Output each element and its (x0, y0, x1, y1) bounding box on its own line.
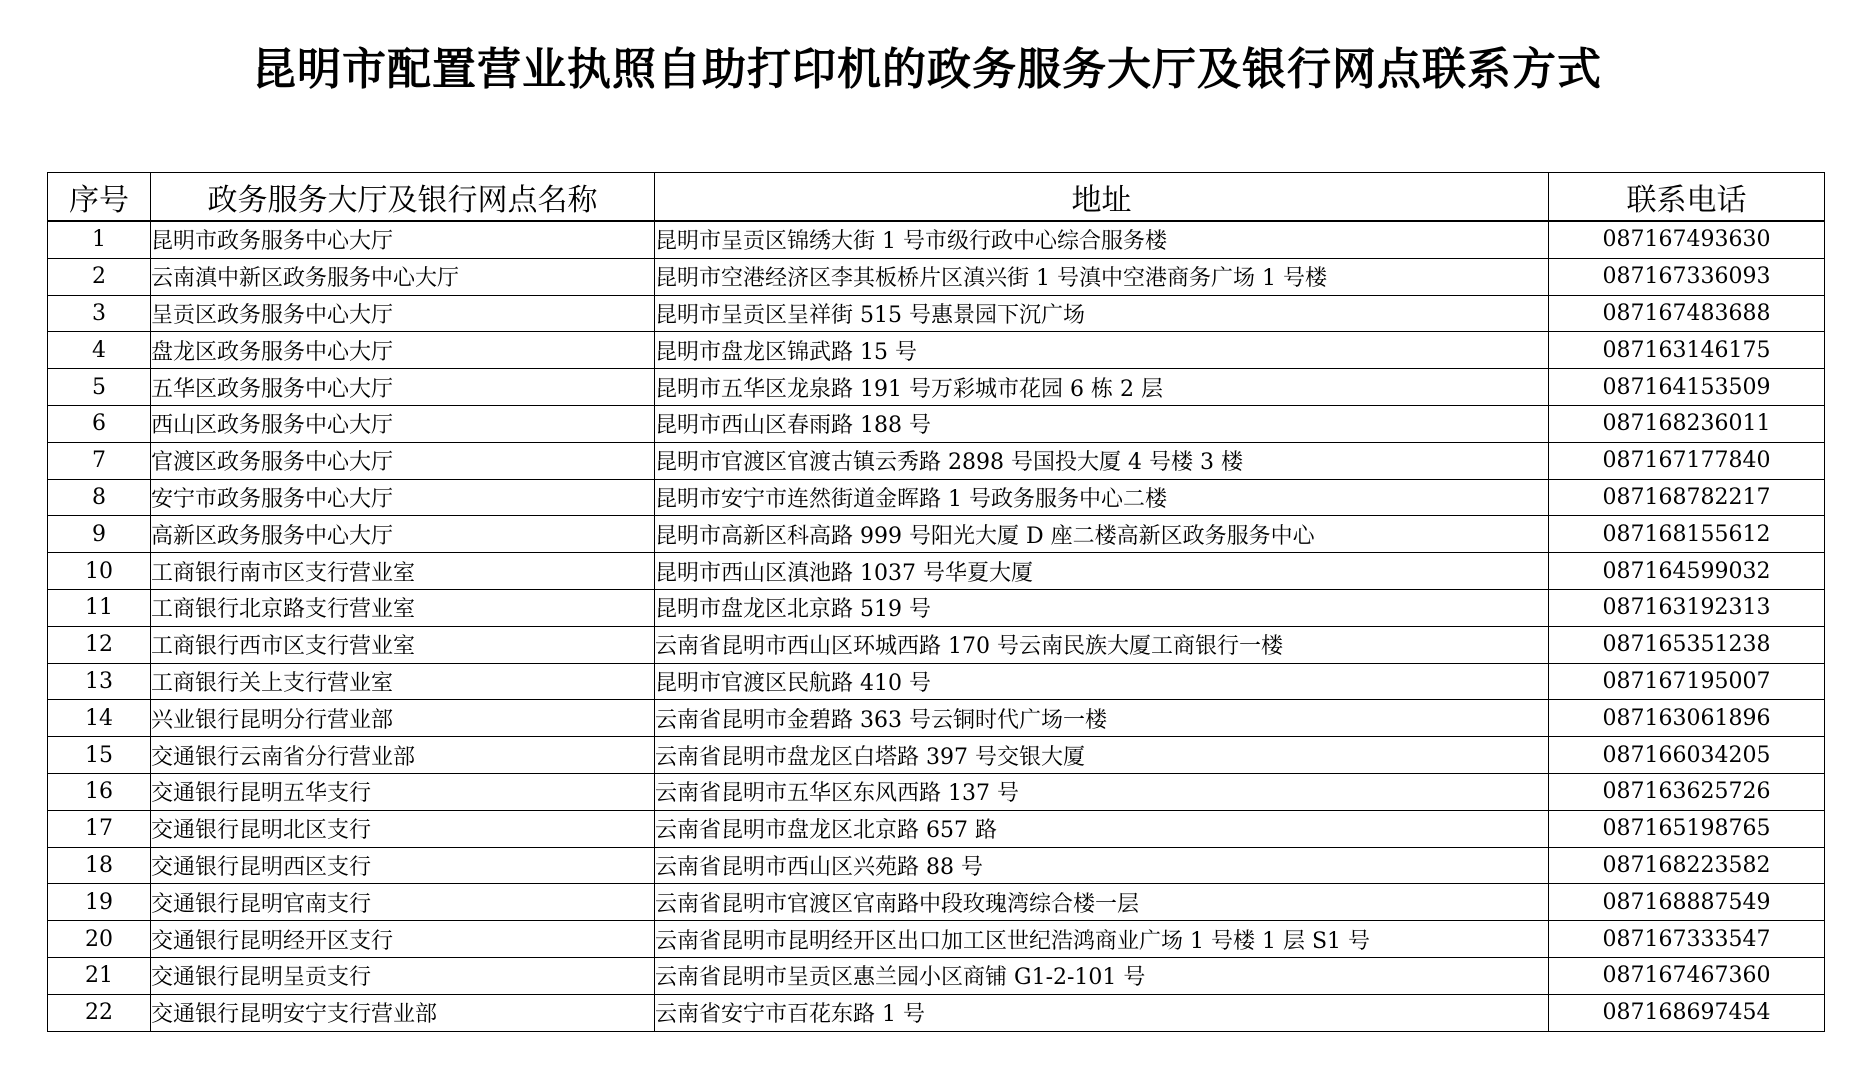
row-name: 工商银行北京路支行营业室 (151, 589, 655, 626)
header-phone: 联系电话 (1549, 173, 1825, 222)
header-name: 政务服务大厅及银行网点名称 (151, 173, 655, 222)
row-address: 昆明市官渡区官渡古镇云秀路 2898 号国投大厦 4 号楼 3 楼 (655, 442, 1549, 479)
table-row (48, 884, 1825, 921)
row-phone: 087168223582 (1549, 847, 1825, 884)
row-name: 交通银行昆明北区支行 (151, 810, 655, 847)
row-name: 工商银行南市区支行营业室 (151, 553, 655, 590)
row-name: 工商银行西市区支行营业室 (151, 626, 655, 663)
row-index: 6 (48, 405, 151, 442)
row-address: 云南省安宁市百花东路 1 号 (655, 994, 1549, 1031)
table-row (48, 957, 1825, 994)
row-address: 昆明市官渡区民航路 410 号 (655, 663, 1549, 700)
row-name: 呈贡区政务服务中心大厅 (151, 295, 655, 332)
row-address: 昆明市盘龙区锦武路 15 号 (655, 332, 1549, 369)
row-index: 13 (48, 663, 151, 700)
row-phone: 087167483688 (1549, 295, 1825, 332)
row-address: 云南省昆明市五华区东风西路 137 号 (655, 773, 1549, 810)
row-index: 8 (48, 479, 151, 516)
row-phone: 087168887549 (1549, 884, 1825, 921)
row-index: 16 (48, 773, 151, 810)
table-row (48, 221, 1825, 258)
row-name: 交通银行昆明西区支行 (151, 847, 655, 884)
row-address: 昆明市安宁市连然街道金晖路 1 号政务服务中心二楼 (655, 479, 1549, 516)
row-index: 19 (48, 884, 151, 921)
row-index: 18 (48, 847, 151, 884)
row-index: 4 (48, 332, 151, 369)
table-row (48, 332, 1825, 369)
row-phone: 087167493630 (1549, 221, 1825, 258)
table-row (48, 994, 1825, 1031)
table-row (48, 810, 1825, 847)
row-name: 交通银行昆明五华支行 (151, 773, 655, 810)
row-phone: 087167467360 (1549, 957, 1825, 994)
row-phone: 087164599032 (1549, 553, 1825, 590)
row-phone: 087167195007 (1549, 663, 1825, 700)
row-phone: 087165198765 (1549, 810, 1825, 847)
row-address: 云南省昆明市呈贡区惠兰园小区商铺 G1-2-101 号 (655, 957, 1549, 994)
row-name: 交通银行昆明官南支行 (151, 884, 655, 921)
row-phone: 087168697454 (1549, 994, 1825, 1031)
row-address: 昆明市呈贡区呈祥街 515 号惠景园下沉广场 (655, 295, 1549, 332)
row-name: 交通银行昆明经开区支行 (151, 921, 655, 958)
row-address: 昆明市五华区龙泉路 191 号万彩城市花园 6 栋 2 层 (655, 369, 1549, 406)
row-index: 15 (48, 737, 151, 774)
row-address: 昆明市西山区春雨路 188 号 (655, 405, 1549, 442)
row-index: 20 (48, 921, 151, 958)
row-name: 云南滇中新区政务服务中心大厅 (151, 258, 655, 295)
row-index: 5 (48, 369, 151, 406)
row-name: 工商银行关上支行营业室 (151, 663, 655, 700)
row-phone: 087163625726 (1549, 773, 1825, 810)
page-title: 昆明市配置营业执照自助打印机的政务服务大厅及银行网点联系方式 (252, 44, 1602, 95)
row-name: 高新区政务服务中心大厅 (151, 516, 655, 553)
row-phone: 087168782217 (1549, 479, 1825, 516)
row-index: 9 (48, 516, 151, 553)
row-phone: 087167177840 (1549, 442, 1825, 479)
row-index: 7 (48, 442, 151, 479)
row-index: 12 (48, 626, 151, 663)
row-address: 昆明市西山区滇池路 1037 号华夏大厦 (655, 553, 1549, 590)
row-phone: 087168236011 (1549, 405, 1825, 442)
row-name: 官渡区政务服务中心大厅 (151, 442, 655, 479)
row-index: 14 (48, 700, 151, 737)
table-row (48, 737, 1825, 774)
table-row (48, 516, 1825, 553)
table-row (48, 442, 1825, 479)
row-index: 10 (48, 553, 151, 590)
header-row (48, 173, 1825, 222)
row-index: 2 (48, 258, 151, 295)
row-index: 17 (48, 810, 151, 847)
row-index: 3 (48, 295, 151, 332)
row-address: 云南省昆明市官渡区官南路中段玫瑰湾综合楼一层 (655, 884, 1549, 921)
row-phone: 087167336093 (1549, 258, 1825, 295)
row-address: 昆明市高新区科高路 999 号阳光大厦 D 座二楼高新区政务服务中心 (655, 516, 1549, 553)
row-phone: 087163146175 (1549, 332, 1825, 369)
table-row (48, 626, 1825, 663)
table-row (48, 258, 1825, 295)
row-address: 云南省昆明市盘龙区白塔路 397 号交银大厦 (655, 737, 1549, 774)
row-address: 昆明市盘龙区北京路 519 号 (655, 589, 1549, 626)
row-name: 盘龙区政务服务中心大厅 (151, 332, 655, 369)
row-index: 1 (48, 221, 151, 258)
row-phone: 087163192313 (1549, 589, 1825, 626)
table-row (48, 773, 1825, 810)
row-index: 21 (48, 957, 151, 994)
row-phone: 087164153509 (1549, 369, 1825, 406)
header-address: 地址 (655, 173, 1549, 222)
row-phone: 087163061896 (1549, 700, 1825, 737)
table-row (48, 663, 1825, 700)
table-row (48, 295, 1825, 332)
table-row (48, 700, 1825, 737)
contacts-table (47, 172, 1825, 1032)
row-name: 西山区政务服务中心大厅 (151, 405, 655, 442)
row-phone: 087165351238 (1549, 626, 1825, 663)
row-address: 云南省昆明市盘龙区北京路 657 路 (655, 810, 1549, 847)
row-address: 昆明市呈贡区锦绣大街 1 号市级行政中心综合服务楼 (655, 221, 1549, 258)
row-phone: 087168155612 (1549, 516, 1825, 553)
row-address: 云南省昆明市西山区兴苑路 88 号 (655, 847, 1549, 884)
row-name: 兴业银行昆明分行营业部 (151, 700, 655, 737)
row-name: 交通银行昆明安宁支行营业部 (151, 994, 655, 1031)
row-index: 22 (48, 994, 151, 1031)
row-index: 11 (48, 589, 151, 626)
table-row (48, 479, 1825, 516)
row-name: 安宁市政务服务中心大厅 (151, 479, 655, 516)
table-row (48, 921, 1825, 958)
row-phone: 087166034205 (1549, 737, 1825, 774)
header-index: 序号 (48, 173, 151, 222)
row-phone: 087167333547 (1549, 921, 1825, 958)
row-name: 昆明市政务服务中心大厅 (151, 221, 655, 258)
row-name: 五华区政务服务中心大厅 (151, 369, 655, 406)
row-address: 昆明市空港经济区李其板桥片区滇兴街 1 号滇中空港商务广场 1 号楼 (655, 258, 1549, 295)
table-row (48, 847, 1825, 884)
row-address: 云南省昆明市金碧路 363 号云铜时代广场一楼 (655, 700, 1549, 737)
table-row (48, 369, 1825, 406)
table-header (48, 173, 1825, 222)
table-row (48, 405, 1825, 442)
table-row (48, 589, 1825, 626)
table-row (48, 553, 1825, 590)
row-name: 交通银行昆明呈贡支行 (151, 957, 655, 994)
row-name: 交通银行云南省分行营业部 (151, 737, 655, 774)
table-body (48, 221, 1825, 1031)
row-address: 云南省昆明市昆明经开区出口加工区世纪浩鸿商业广场 1 号楼 1 层 S1 号 (655, 921, 1549, 958)
row-address: 云南省昆明市西山区环城西路 170 号云南民族大厦工商银行一楼 (655, 626, 1549, 663)
